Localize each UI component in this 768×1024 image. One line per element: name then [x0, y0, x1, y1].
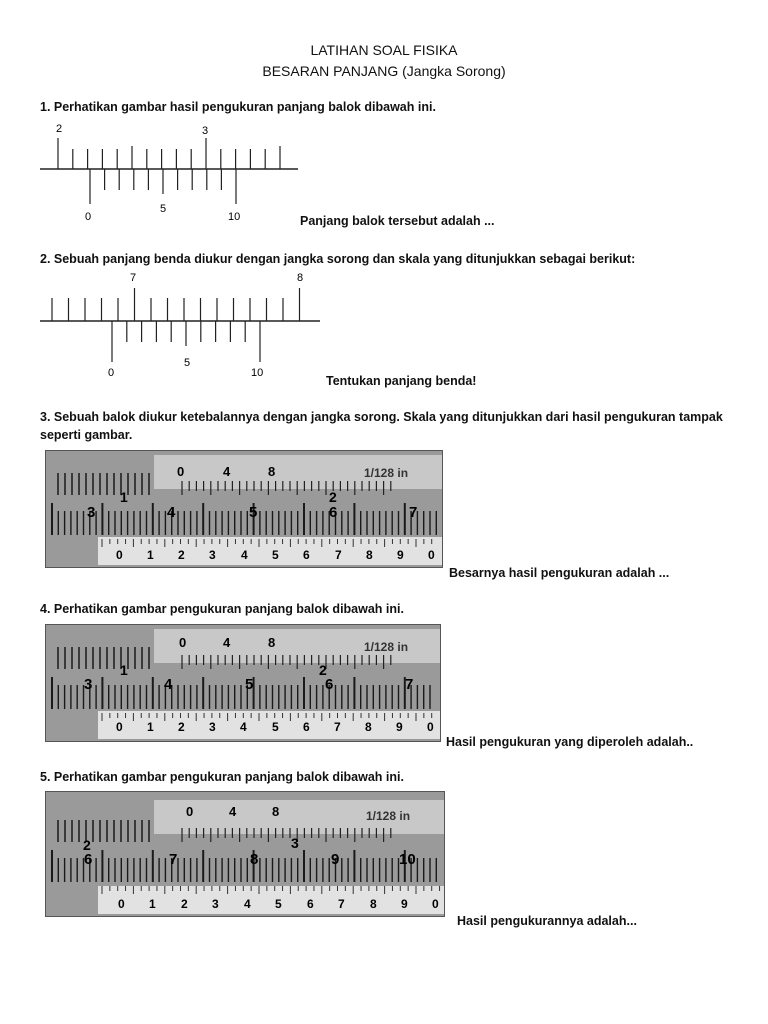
- main-label: 8: [250, 851, 259, 868]
- question-5-caliper-photo: [45, 791, 445, 917]
- bottom-label: 7: [334, 720, 341, 734]
- main-label: 5: [245, 676, 254, 693]
- question-3-answer: Besarnya hasil pengukuran adalah ...: [449, 566, 670, 580]
- question-5-text: 5. Perhatikan gambar pengukuran panjang balok dibawah ini.: [40, 770, 404, 784]
- bottom-label: 3: [209, 720, 216, 734]
- vernier-label: 8: [268, 635, 276, 650]
- main-label: 7: [130, 272, 137, 284]
- inch-label: 3: [291, 835, 299, 851]
- bottom-label: 5: [272, 548, 279, 562]
- question-4-text: 4. Perhatikan gambar pengukuran panjang balok dibawah ini.: [40, 602, 404, 616]
- main-label: 7: [405, 676, 414, 693]
- unit-label: 1/128 in: [364, 466, 409, 480]
- caliper-illustration: [46, 792, 444, 916]
- bottom-label: 7: [335, 548, 342, 562]
- bottom-label: 1: [147, 720, 154, 734]
- main-label: 3: [87, 504, 96, 521]
- unit-label: 1/128 in: [366, 809, 411, 823]
- bottom-label: 2: [178, 548, 185, 562]
- main-label: 7: [409, 504, 418, 521]
- bottom-label: 5: [272, 720, 279, 734]
- main-label: 4: [167, 504, 176, 521]
- bottom-label: 5: [275, 897, 282, 911]
- bottom-label: 3: [209, 548, 216, 562]
- main-label: 2: [56, 123, 63, 135]
- main-label: 10: [399, 851, 416, 868]
- question-4-caliper-photo: [45, 624, 441, 742]
- bottom-label: 7: [338, 897, 345, 911]
- inch-label: 2: [329, 489, 337, 505]
- vernier-label: 8: [272, 804, 280, 819]
- bottom-label: 1: [147, 548, 154, 562]
- vernier-label: 8: [268, 464, 276, 479]
- question-3-caliper-photo: [45, 450, 443, 568]
- inch-label: 2: [83, 837, 91, 853]
- bottom-label: 3: [212, 897, 219, 911]
- bottom-label: 4: [240, 720, 247, 734]
- bottom-label: 0: [116, 720, 123, 734]
- bottom-label: 9: [397, 548, 404, 562]
- question-1-text: 1. Perhatikan gambar hasil pengukuran panjang balok dibawah ini.: [40, 100, 436, 114]
- bottom-label: 8: [366, 548, 373, 562]
- vernier-label: 0: [179, 635, 187, 650]
- main-label: 8: [297, 272, 304, 284]
- vernier-label: 4: [223, 635, 231, 650]
- vernier-label: 4: [229, 804, 237, 819]
- question-4-answer: Hasil pengukuran yang diperoleh adalah..: [446, 735, 694, 749]
- bottom-label: 6: [303, 720, 310, 734]
- caliper-illustration: [46, 625, 440, 741]
- question-2-vernier-diagram: [30, 268, 330, 384]
- inch-label: 1: [120, 489, 128, 505]
- inch-label: 1: [120, 662, 128, 678]
- bottom-label: 0: [428, 548, 435, 562]
- vernier-label: 10: [228, 211, 241, 223]
- vernier-scale-ticks: [90, 169, 236, 204]
- bottom-label: 0: [427, 720, 434, 734]
- question-1-answer: Panjang balok tersebut adalah ...: [300, 214, 495, 228]
- main-label: 9: [331, 851, 340, 868]
- main-label: 4: [164, 676, 173, 693]
- caliper-illustration: [46, 451, 442, 567]
- main-label: 3: [202, 125, 209, 137]
- main-label: 6: [329, 504, 338, 521]
- bottom-label: 1: [149, 897, 156, 911]
- vernier-label: 10: [251, 367, 264, 379]
- bottom-label: 2: [178, 720, 185, 734]
- bottom-label: 4: [244, 897, 251, 911]
- vernier-label: 0: [85, 211, 92, 223]
- bottom-label: 9: [401, 897, 408, 911]
- bottom-label: 0: [432, 897, 439, 911]
- vernier-label: 5: [160, 203, 167, 215]
- main-label: 6: [84, 851, 93, 868]
- main-label: 3: [84, 676, 93, 693]
- question-5-answer: Hasil pengukurannya adalah...: [457, 914, 637, 928]
- bottom-label: 0: [118, 897, 125, 911]
- main-label: 6: [325, 676, 334, 693]
- bottom-label: 0: [116, 548, 123, 562]
- vernier-label: 0: [177, 464, 185, 479]
- main-label: 5: [249, 504, 258, 521]
- bottom-label: 6: [303, 548, 310, 562]
- bottom-label: 8: [365, 720, 372, 734]
- main-scale-ticks: [52, 288, 300, 321]
- question-2-text: 2. Sebuah panjang benda diukur dengan jangka sorong dan skala yang ditunjukkan sebagai berikut:: [40, 252, 636, 266]
- inch-label: 2: [319, 662, 327, 678]
- unit-label: 1/128 in: [364, 640, 409, 654]
- page-subtitle: BESARAN PANJANG (Jangka Sorong): [262, 63, 506, 79]
- main-scale-ticks: [58, 138, 280, 169]
- question-3-text: 3. Sebuah balok diukur ketebalannya dengan jangka sorong. Skala yang ditunjukkan dari hasil pengukuran tampak seperti gambar.: [40, 410, 723, 442]
- bottom-label: 8: [370, 897, 377, 911]
- question-1-vernier-diagram: [30, 116, 310, 228]
- question-2-answer: Tentukan panjang benda!: [326, 374, 477, 388]
- bottom-label: 2: [181, 897, 188, 911]
- vernier-label: 5: [184, 357, 191, 369]
- vernier-label: 0: [108, 367, 115, 379]
- bottom-label: 4: [241, 548, 248, 562]
- vernier-label: 4: [223, 464, 231, 479]
- main-label: 7: [169, 851, 178, 868]
- bottom-label: 6: [307, 897, 314, 911]
- vernier-label: 0: [186, 804, 194, 819]
- vernier-scale-ticks: [112, 321, 260, 362]
- bottom-label: 9: [396, 720, 403, 734]
- page-title: LATIHAN SOAL FISIKA: [310, 42, 458, 58]
